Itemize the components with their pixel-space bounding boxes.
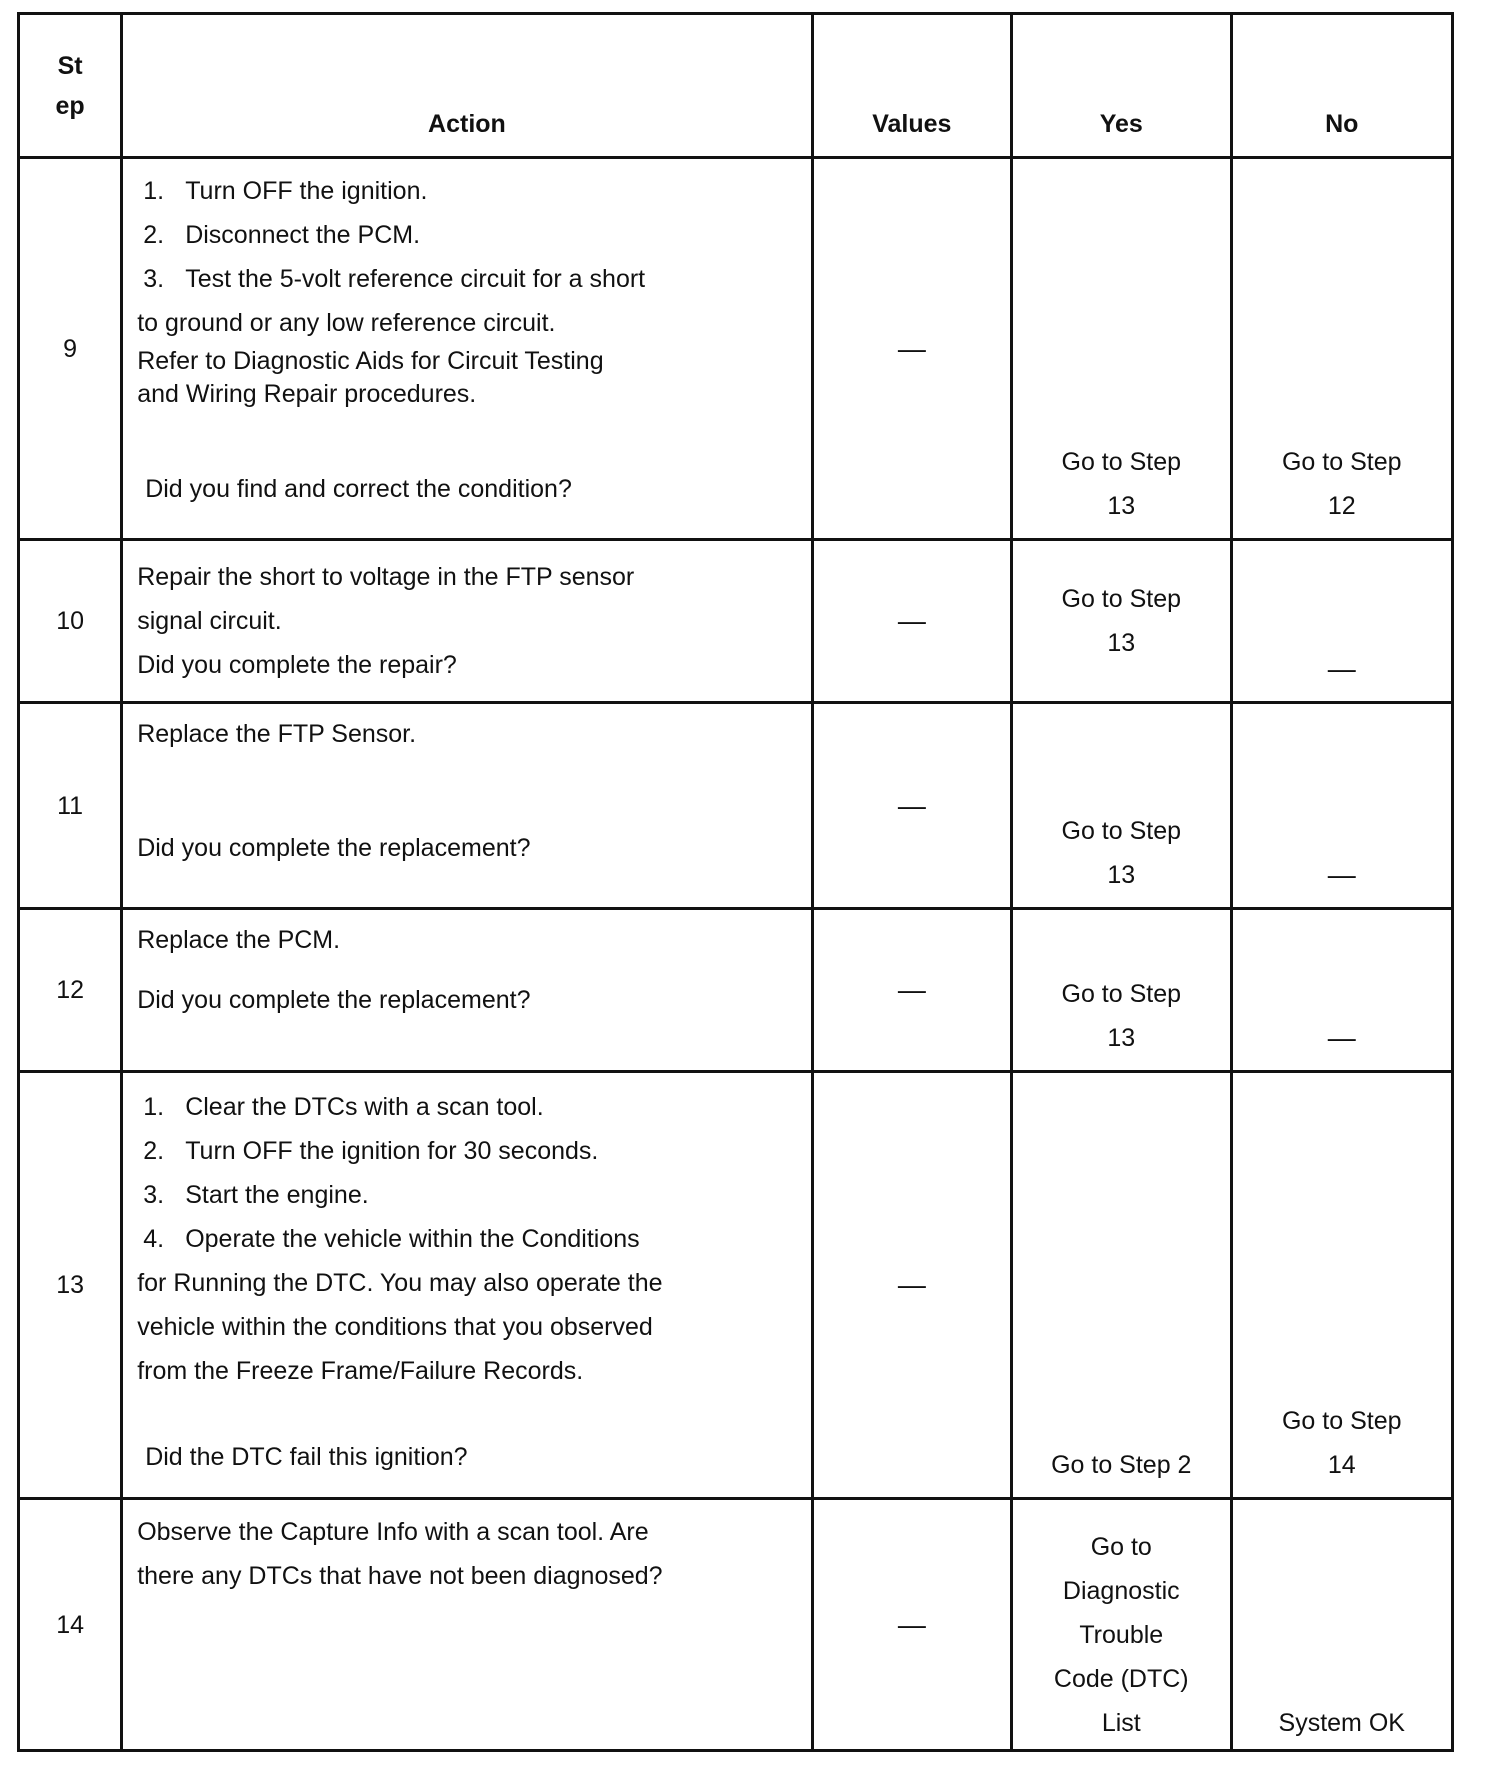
yes-step: 13 [1107, 492, 1136, 520]
item-number: 4. [143, 1225, 165, 1253]
value-cell: — [812, 909, 1011, 1072]
yes-text: Go to Step [1061, 448, 1182, 476]
value-cell: — [812, 540, 1011, 703]
action-item [137, 213, 802, 257]
item-text: Operate the vehicle within the Conditions [185, 1225, 640, 1253]
item-text: Disconnect the PCM. [185, 221, 421, 249]
action-continuation: to ground or any low reference circuit. [137, 309, 556, 337]
action-item [137, 169, 802, 213]
item-number: 2. [143, 1137, 165, 1165]
item-text: Turn OFF the ignition for 30 seconds. [185, 1137, 599, 1165]
action-cell [122, 1499, 812, 1751]
table-row-step-12 [19, 909, 1453, 1072]
yes-text: Code (DTC) [1053, 1665, 1189, 1693]
step-number: 12 [19, 909, 122, 1072]
step-number: 9 [19, 158, 122, 540]
action-continuation: from the Freeze Frame/Failure Records. [137, 1357, 584, 1385]
no-cell [1231, 158, 1453, 540]
action-cell [122, 158, 812, 540]
yes-text: Diagnostic [1062, 1577, 1180, 1605]
no-cell: — [1231, 703, 1453, 909]
no-cell: — [1231, 540, 1453, 703]
action-question: Did you complete the repair? [137, 651, 457, 679]
step-number: 11 [19, 703, 122, 909]
value-cell: — [812, 1499, 1011, 1751]
action-question: Did you complete the replacement? [137, 986, 531, 1014]
action-item [137, 257, 802, 301]
action-item [137, 1173, 802, 1217]
action-question: Did you find and correct the condition? [145, 475, 572, 503]
table-row-step-11 [19, 703, 1453, 909]
action-question: there any DTCs that have not been diagnosed? [137, 1562, 663, 1590]
item-number: 2. [143, 221, 165, 249]
yes-cell [1012, 1499, 1231, 1751]
header-yes: Yes [1012, 14, 1231, 158]
action-text: signal circuit. [137, 607, 282, 635]
action-item [137, 1217, 802, 1261]
header-values: Values [812, 14, 1011, 158]
action-text: Replace the FTP Sensor. [137, 720, 417, 748]
item-number: 3. [143, 265, 165, 293]
action-cell [122, 909, 812, 1072]
action-continuation: for Running the DTC. You may also operate the [137, 1269, 663, 1297]
reference-note: Refer to Diagnostic Aids for Circuit Testing [137, 347, 604, 375]
item-text: Start the engine. [185, 1181, 369, 1209]
action-cell [122, 1072, 812, 1499]
table-row-step-13 [19, 1072, 1453, 1499]
action-question: Did the DTC fail this ignition? [145, 1443, 468, 1471]
item-number: 3. [143, 1181, 165, 1209]
step-number: 10 [19, 540, 122, 703]
yes-text: Go to Step 2 [1051, 1451, 1192, 1479]
table-row-step-9 [19, 158, 1453, 540]
action-text: Replace the PCM. [137, 926, 341, 954]
action-cell [122, 540, 812, 703]
action-text: Repair the short to voltage in the FTP sensor [137, 563, 635, 591]
yes-cell [1012, 158, 1231, 540]
item-number: 1. [143, 177, 165, 205]
table-row-step-14 [19, 1499, 1453, 1751]
yes-cell [1012, 540, 1231, 703]
yes-cell [1012, 1072, 1231, 1499]
step-number: 13 [19, 1072, 122, 1499]
yes-step: 13 [1107, 629, 1136, 657]
yes-step: 13 [1107, 1024, 1136, 1052]
action-cell [122, 703, 812, 909]
action-item [137, 1129, 802, 1173]
yes-cell [1012, 703, 1231, 909]
header-row [19, 14, 1453, 158]
yes-text: Go to [1090, 1533, 1152, 1561]
yes-text: Go to Step [1061, 585, 1182, 613]
action-question: Did you complete the replacement? [137, 834, 531, 862]
yes-step: 13 [1107, 861, 1136, 889]
yes-text: Trouble [1079, 1621, 1164, 1649]
header-action: Action [122, 14, 812, 158]
item-text: Clear the DTCs with a scan tool. [185, 1093, 544, 1121]
no-step: 12 [1327, 492, 1356, 520]
action-item [137, 1085, 802, 1129]
step-number: 14 [19, 1499, 122, 1751]
value-cell: — [812, 158, 1011, 540]
no-cell [1231, 1072, 1453, 1499]
no-cell: — [1231, 909, 1453, 1072]
table-row-step-10 [19, 540, 1453, 703]
header-step-line1: St [57, 51, 83, 80]
action-continuation: vehicle within the conditions that you observed [137, 1313, 653, 1341]
no-text: Go to Step [1281, 448, 1402, 476]
diagnostic-steps-table [17, 12, 1454, 1752]
header-step-line2: ep [55, 91, 85, 120]
action-text: Observe the Capture Info with a scan tool. Are [137, 1518, 649, 1546]
header-no: No [1231, 14, 1453, 158]
no-cell: System OK [1231, 1499, 1453, 1751]
yes-cell [1012, 909, 1231, 1072]
item-number: 1. [143, 1093, 165, 1121]
reference-note: and Wiring Repair procedures. [137, 380, 477, 408]
item-text: Turn OFF the ignition. [185, 177, 428, 205]
no-text: Go to Step [1281, 1407, 1402, 1435]
yes-text: List [1101, 1709, 1141, 1737]
value-cell: — [812, 1072, 1011, 1499]
no-step: 14 [1327, 1451, 1356, 1479]
yes-text: Go to Step [1061, 817, 1182, 845]
value-cell: — [812, 703, 1011, 909]
header-step [19, 14, 122, 158]
yes-text: Go to Step [1061, 980, 1182, 1008]
item-text: Test the 5-volt reference circuit for a short [185, 265, 646, 293]
